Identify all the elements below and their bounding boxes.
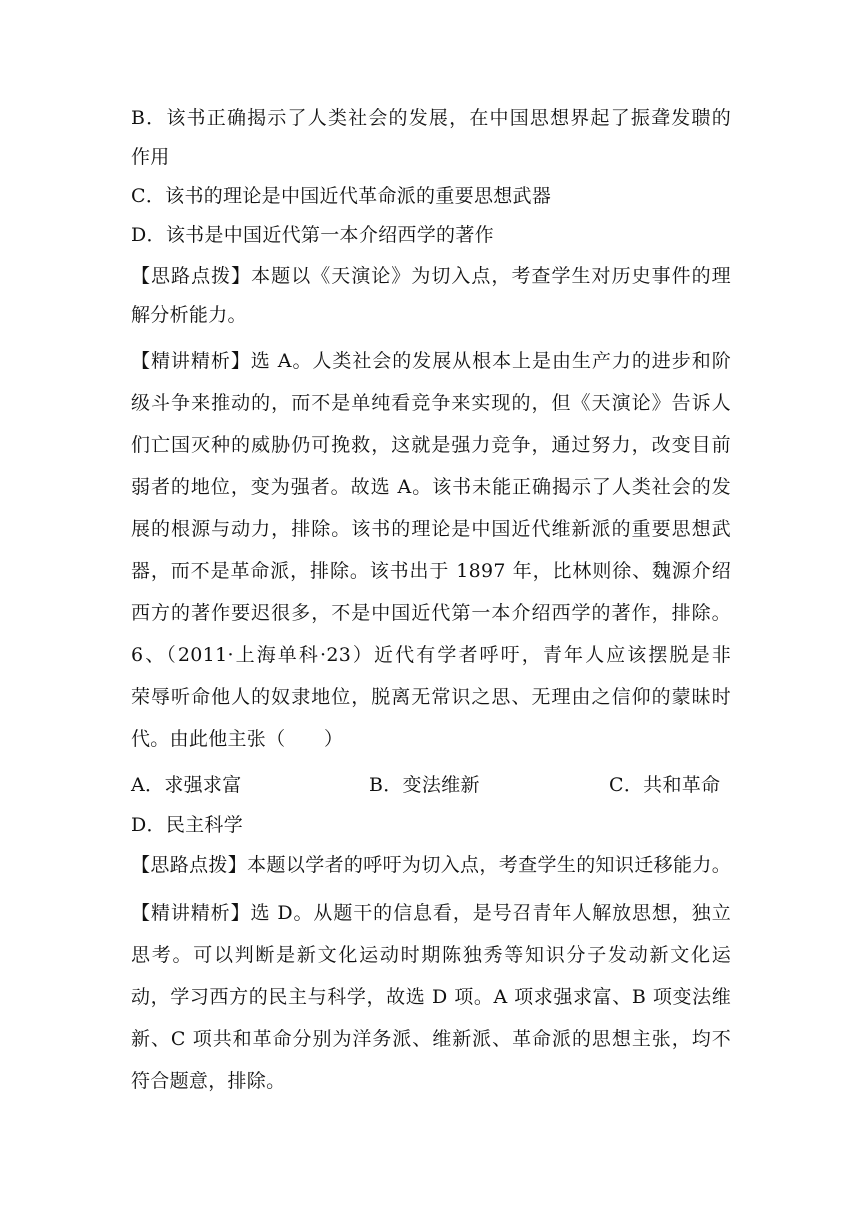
analysis-paragraph-line: 们亡国灭种的威胁仍可挽救，这就是强力竞争，通过努力，改变目前 [131, 434, 731, 456]
question-6-stem-line: 6、（2011·上海单科·23）近代有学者呼吁，青年人应该摆脱是非 [131, 644, 731, 666]
analysis-paragraph-line: 思考。可以判断是新文化运动时期陈独秀等知识分子发动新文化运 [131, 944, 731, 966]
hint-paragraph-line: 【思路点拨】本题以学者的呼吁为切入点，考查学生的知识迁移能力。 [131, 854, 731, 876]
option-d-text: D．该书是中国近代第一本介绍西学的著作 [131, 224, 494, 246]
analysis-paragraph-line: 动，学习西方的民主与科学，故选 D 项。A 项求强求富、B 项变法维 [131, 986, 731, 1008]
option-c: C．共和革命 [609, 774, 721, 796]
analysis-paragraph-line: 【精讲精析】选 A。人类社会的发展从根本上是由生产力的进步和阶 [131, 350, 731, 372]
question-6-options-row [131, 772, 731, 798]
option-b: B．变法维新 [369, 774, 480, 796]
analysis-paragraph-line: 西方的著作要迟很多，不是中国近代第一本介绍西学的著作，排除。 [131, 602, 731, 624]
option-d: D．民主科学 [131, 814, 244, 836]
analysis-paragraph-line: 级斗争来推动的，而不是单纯看竞争来实现的，但《天演论》告诉人 [131, 392, 731, 414]
option-a: A．求强求富 [131, 774, 242, 796]
option-b-text-cont: 作用 [131, 146, 170, 168]
option-c-text: C．该书的理论是中国近代革命派的重要思想武器 [131, 185, 552, 207]
question-6-stem-line: 荣辱听命他人的奴隶地位，脱离无常识之思、无理由之信仰的蒙昧时 [131, 686, 731, 708]
question-6-stem-line: 代。由此他主张（ ） [131, 728, 344, 750]
hint-paragraph-line: 【思路点拨】本题以《天演论》为切入点，考查学生对历史事件的理 [131, 265, 731, 287]
option-b-text: B．该书正确揭示了人类社会的发展，在中国思想界起了振聋发聩的 [131, 107, 731, 129]
analysis-paragraph-line: 器，而不是革命派，排除。该书出于 1897 年，比林则徐、魏源介绍 [131, 560, 731, 582]
analysis-paragraph-line: 新、C 项共和革命分别为洋务派、维新派、革命派的思想主张，均不 [131, 1028, 731, 1050]
analysis-paragraph-line: 【精讲精析】选 D。从题干的信息看，是号召青年人解放思想，独立 [131, 902, 731, 924]
analysis-paragraph-line: 符合题意，排除。 [131, 1070, 286, 1092]
analysis-paragraph-line: 弱者的地位，变为强者。故选 A。该书未能正确揭示了人类社会的发 [131, 476, 731, 498]
analysis-paragraph-line: 展的根源与动力，排除。该书的理论是中国近代维新派的重要思想武 [131, 518, 731, 540]
hint-paragraph-line: 解分析能力。 [131, 304, 247, 326]
